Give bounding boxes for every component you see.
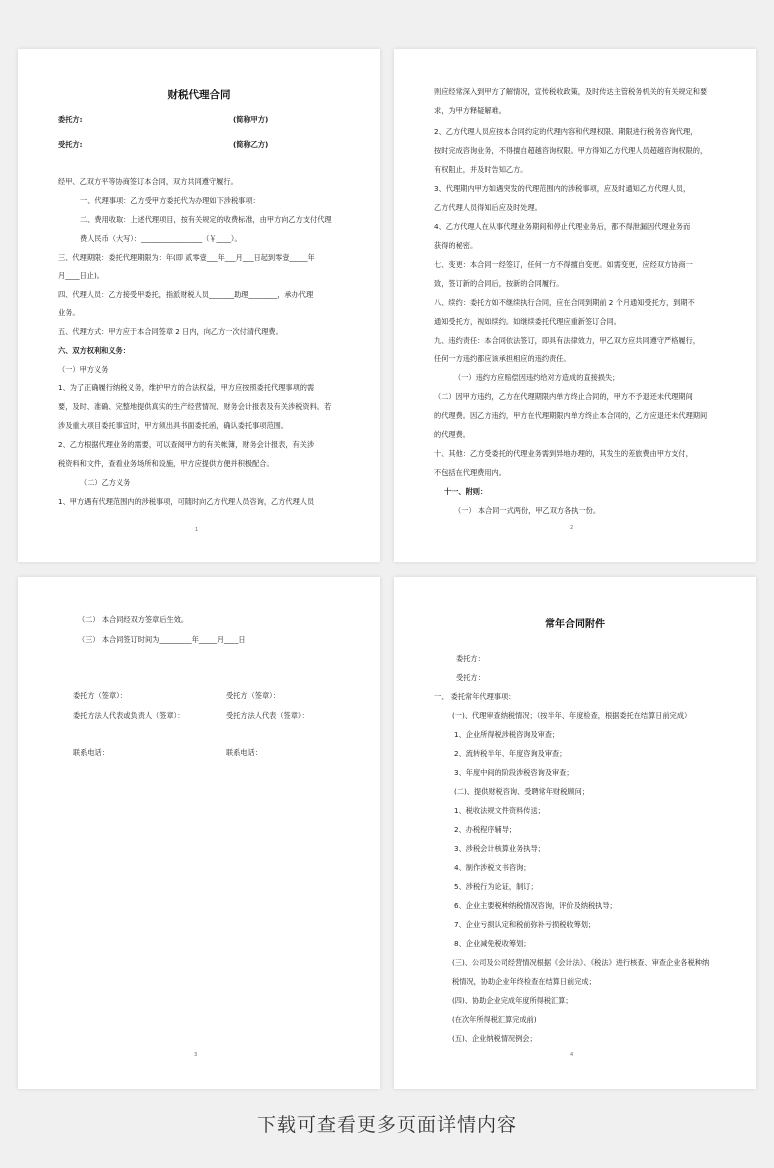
client-abbr: (简称甲方) [233,115,269,124]
text-line: (四)、协助企业完成年度所得税汇算； [452,996,573,1005]
text-line: 1、甲方遇有代理范围内的涉税事项，可随时向乙方代理人员咨询，乙方代理人员 [58,497,315,506]
text-line: (在次年所得税汇算完成前) [452,1015,537,1024]
text-line: 一、 委托常年代理事项： [434,692,516,701]
text-line: （一） 本合同一式两份，甲乙双方各执一份。 [454,506,601,515]
text-line: 五、代理方式：甲方应于本合同签章 2 日内，向乙方一次付清代理费。 [58,327,283,336]
text-line: 涉及重大项目委托事宜时，甲方须出具书面委托函，确认委托事项范围。 [58,421,289,430]
text-line: 2、办税程序辅导； [454,825,517,834]
text-line: 税情况，协助企业年终检查在结算日前完成； [452,977,596,986]
sign-client-seal: 委托方（签章）： [73,691,127,700]
text-line: （二）因甲方违约，乙方在代理期限内单方终止合同的，甲方不予退还未代理期间 [434,392,693,401]
text-line: 1、为了正确履行纳税义务，维护甲方的合法权益，甲方应按照委托代理事项的需 [58,383,315,392]
text-line: 1、税收法规文件资料传送； [454,806,545,815]
text-line: 费人民币（大写）：_________________（￥____）。 [80,234,242,243]
text-line: 受托方： [456,673,485,682]
text-line: 通知受托方，视如续约。如继续委托代理应重新签订合同。 [434,317,621,326]
contract-page-3 [18,577,380,1089]
text-line: （三） 本合同签订时间为_________年_____月____日 [78,635,246,644]
text-line: (一)、代理审查纳税情况；（按半年、年度检查，根据委托在结算日前完成） [452,711,692,720]
text-line: 则应经常深入到甲方了解情况，宣传税收政策，及时传达主管税务机关的有关规定和要 [434,87,708,96]
text-line: 经甲、乙双方平等协商签订本合同，双方共同遵守履行。 [58,177,238,186]
text-line: 三、代理期限：委托代理期限为：年(即 贰零壹___年___月___日起到零壹_____年 [58,253,315,262]
text-line: 求，为甲方释疑解难。 [434,106,506,115]
section-heading: 十一、附则： [444,487,488,496]
text-line: 1、企业所得税涉税咨询及审查； [454,730,560,739]
text-line: 3、代理期内甲方如遇突发的代理范围内的涉税事项，应及时通知乙方代理人员， [434,184,691,193]
text-line: （一）违约方应赔偿因违约给对方造成的直接损失； [454,373,620,382]
page-number: 4 [570,1052,574,1058]
text-line: 不包括在代理费用内。 [434,468,506,477]
text-line: 4、制作涉税文书咨询； [454,863,531,872]
text-line: 获得的秘密。 [434,241,478,250]
text-line: 7、企业亏损认定和税前弥补亏损税收筹划； [454,920,596,929]
text-line: 业务。 [58,308,80,317]
sign-client-rep: 委托方法人代表或负责人（签章）： [73,711,185,720]
download-more-caption: 下载可查看更多页面详情内容 [256,1114,517,1136]
text-line: 委托方： [456,654,485,663]
text-line: 要，及时、准确、完整地提供真实的生产经营情况、财务会计报表及有关涉税资料。若 [58,402,332,411]
page-number: 2 [570,525,574,531]
sign-agent-phone: 联系电话： [226,748,262,757]
sign-agent-seal: 受托方（签章）： [226,691,280,700]
agent-abbr: (简称乙方) [233,140,269,149]
text-line: 九、违约责任：本合同依法签订，即具有法律效力，甲乙双方应共同遵守严格履行， [434,336,700,345]
text-line: 按时完成咨询业务，不得擅自超越咨询权限。甲方得知乙方代理人员超越咨询权限的， [434,146,708,155]
text-line: (五)、企业纳税情况例会； [452,1034,537,1043]
section-heading: 六、双方权利和义务： [58,346,130,355]
text-line: 4、乙方代理人在从事代理业务期间和停止代理业务后，都不得泄漏因代理业务而 [434,222,691,231]
contract-page-4 [394,577,756,1089]
client-label: 委托方: [58,115,83,124]
page-number: 1 [195,527,199,533]
sign-agent-rep: 受托方法人代表（签章）： [226,711,309,720]
text-line: (二)、提供财税咨询、受聘常年财税顾问； [454,787,589,796]
text-line: 2、乙方根据代理业务的需要，可以查阅甲方的有关帐簿，财务会计报表，有关涉 [58,440,315,449]
text-line: 致，签订新的合同后，按新的合同履行。 [434,279,564,288]
text-line: 3、涉税会计核算业务执导； [454,844,545,853]
text-line: 八、续约：委托方如不继续执行合同，应在合同到期前 2 个月通知受托方，到期不 [434,298,695,307]
page-number: 3 [194,1052,198,1058]
text-line: 的代理费。 [434,430,470,439]
text-line: 有权阻止，并及时告知乙方。 [434,165,528,174]
text-line: 的代理费。因乙方违约，甲方在代理期限内单方终止本合同的，乙方应退还未代理期间 [434,411,708,420]
text-line: 3、年度中间的阶段涉税咨询及审查； [454,768,574,777]
agent-label: 受托方: [58,140,83,149]
text-line: 8、企业减免税收筹划； [454,939,531,948]
text-line: 5、涉税行为论证，制订； [454,882,538,891]
contract-page-2 [394,49,756,562]
text-line: 二、费用收取：上述代理项目，按有关规定的收费标准，由甲方向乙方支付代理 [80,215,332,224]
text-line: (三)、公司及公司经营情况根据《会计法》、《税法》进行核查、审查企业各税种纳 [452,958,710,967]
contract-title: 财税代理合同 [167,89,231,101]
annex-title: 常年合同附件 [545,619,605,630]
text-line: （二） 本合同经双方签章后生效。 [78,615,189,624]
text-line: 七、变更：本合同一经签订，任何一方不得擅自变更。如需变更，应经双方协商一 [434,260,693,269]
text-line: 2、乙方代理人员应按本合同约定的代理内容和代理权限、期限进行税务咨询代理， [434,127,698,136]
text-line: 6、企业主要税种纳税情况咨询，评价及纳税执导； [454,901,617,910]
text-line: 十、其他：乙方受委托的代理业务需到异地办理的，其发生的差旅费由甲方支付， [434,449,693,458]
text-line: 任何一方违约都应该承担相应的违约责任。 [434,354,571,363]
text-line: 2、流转税半年、年度咨询及审查； [454,749,567,758]
text-line: 一、代理事项：乙方受甲方委托代为办理如下涉税事项： [80,196,260,205]
text-line: 乙方代理人员得知后应及时处理。 [434,203,542,212]
text-line: 月____日止)。 [58,271,104,280]
sign-client-phone: 联系电话： [73,748,109,757]
text-line: 税资料和文件，查看业务场所和设施，甲方应提供方便并积极配合。 [58,459,274,468]
text-line: （二）乙方义务 [80,478,131,487]
text-line: 四、代理人员：乙方接受甲委托，指派财税人员_______助理________，承办代理 [58,290,314,299]
contract-page-1 [18,49,380,562]
text-line: （一）甲方义务 [58,365,109,374]
